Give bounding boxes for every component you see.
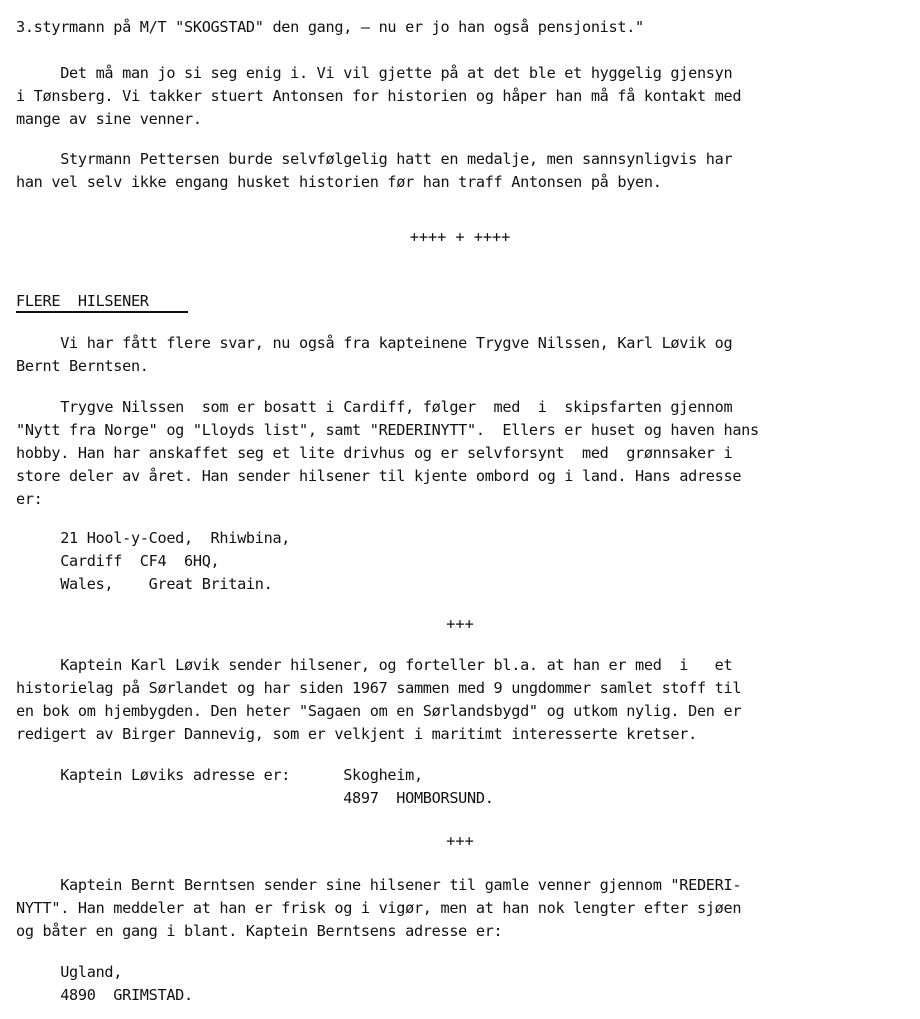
text-line: hobby. Han har anskaffet seg et lite drivhus og er selvforsynt med grønnsaker i (16, 444, 733, 462)
address-line: 4890 GRIMSTAD. (16, 986, 193, 1004)
text-line: Kaptein Karl Løvik sender hilsener, og forteller bl.a. at han er med i et (16, 656, 733, 674)
text-line: "Nytt fra Norge" og "Lloyds list", samt "REDERINYTT". Ellers er huset og haven hans (16, 421, 759, 439)
text-line: Kaptein Bernt Berntsen sender sine hilsener til gamle venner gjennom "REDERI- (16, 876, 742, 894)
text-line: Bernt Berntsen. (16, 357, 149, 375)
text-line: Det må man jo si seg enig i. Vi vil gjette på at det ble et hyggelig gjensyn (16, 64, 733, 82)
address-line: Kaptein Løviks adresse er: Skogheim, (16, 766, 423, 784)
text-line: store deler av året. Han sender hilsener til kjente ombord og i land. Hans adresse (16, 467, 742, 485)
heading-underline (16, 311, 188, 313)
text-line: redigert av Birger Dannevig, som er velkjent i maritimt interesserte kretser. (16, 725, 697, 743)
text-line: og båter en gang i blant. Kaptein Berntsens adresse er: (16, 922, 503, 940)
text-line: mange av sine venner. (16, 110, 202, 128)
section-separator: ++++ + ++++ (409, 228, 511, 246)
text-line: Styrmann Pettersen burde selvfølgelig hatt en medalje, men sannsynligvis har (16, 150, 733, 168)
section-separator: +++ (446, 832, 474, 850)
address-line: 21 Hool-y-Coed, Rhiwbina, (16, 529, 291, 547)
text-line: en bok om hjembygden. Den heter "Sagaen om en Sørlandsbygd" og utkom nylig. Den er (16, 702, 742, 720)
text-line: NYTT". Han meddeler at han er frisk og i vigør, men at han nok lengter efter sjøen (16, 899, 742, 917)
text-line: Trygve Nilssen som er bosatt i Cardiff, følger med i skipsfarten gjennom (16, 398, 733, 416)
text-line: 3.styrmann på M/T "SKOGSTAD" den gang, – nu er jo han også pensjonist." (16, 18, 644, 36)
text-line: i Tønsberg. Vi takker stuert Antonsen for historien og håper han må få kontakt med (16, 87, 742, 105)
section-heading: FLERE HILSENER (16, 292, 149, 310)
text-line: historielag på Sørlandet og har siden 1967 sammen med 9 ungdommer samlet stoff til (16, 679, 742, 697)
address-line: Wales, Great Britain. (16, 575, 273, 593)
text-line: Vi har fått flere svar, nu også fra kapteinene Trygve Nilssen, Karl Løvik og (16, 334, 733, 352)
text-line: han vel selv ikke engang husket historien før han traff Antonsen på byen. (16, 173, 662, 191)
address-line: Cardiff CF4 6HQ, (16, 552, 220, 570)
text-line: er: (16, 490, 43, 508)
section-separator: +++ (446, 615, 474, 633)
address-line: Ugland, (16, 963, 123, 981)
address-line: 4897 HOMBORSUND. (16, 789, 494, 807)
